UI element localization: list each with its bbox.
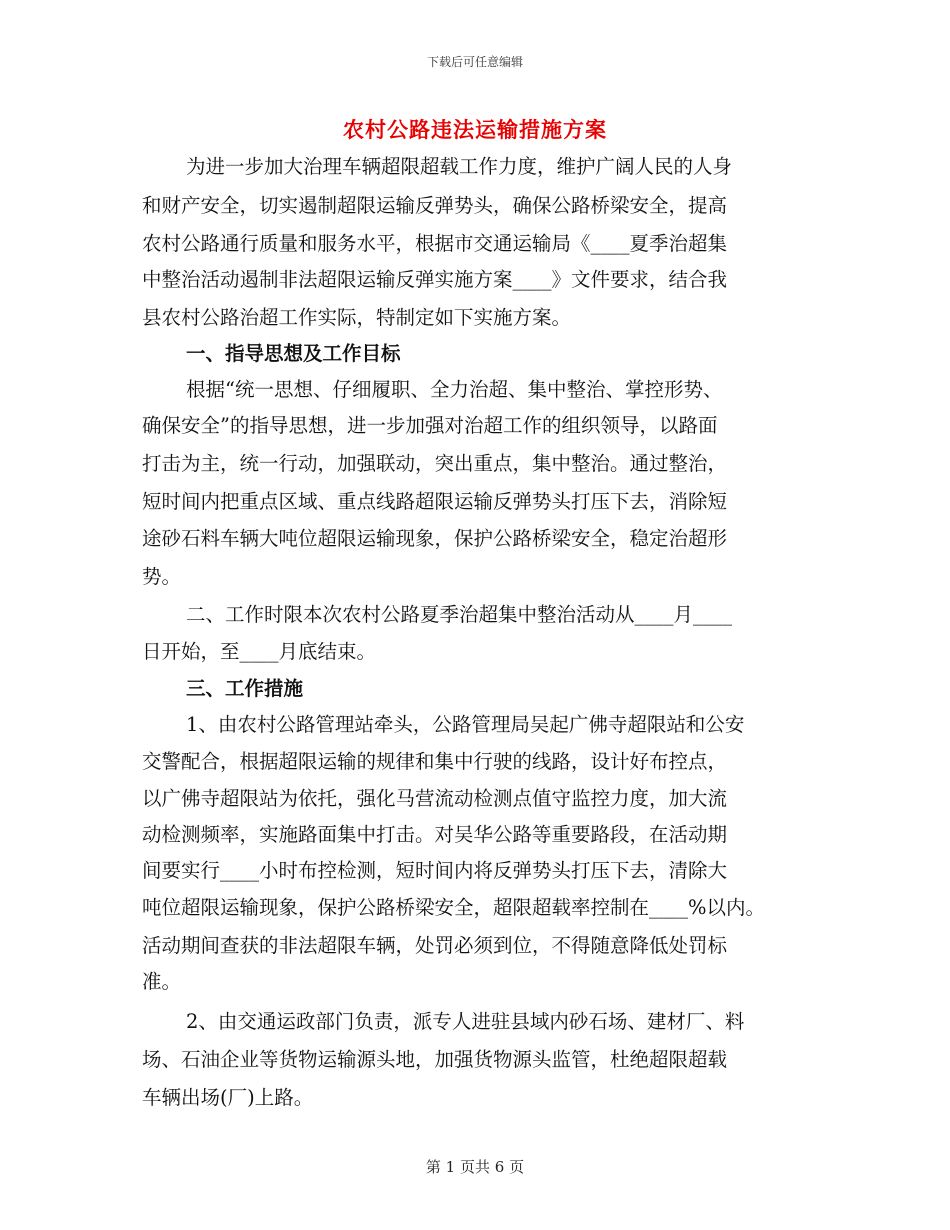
body-line: 1、由农村公路管理站牵头，公路管理局吴起广佛寺超限站和公安 bbox=[186, 713, 745, 736]
body-line: 场、石油企业等货物运输源头地，加强货物源头监管，杜绝超限超载 bbox=[142, 1048, 728, 1071]
section-heading-3: 三、工作措施 bbox=[186, 677, 304, 700]
page-header-note: 下载后可任意编辑 bbox=[426, 55, 523, 69]
body-line: 日开始，至____月底结束。 bbox=[142, 640, 377, 663]
document-title: 农村公路违法运输措施方案 bbox=[343, 117, 607, 142]
body-line: 根据“统一思想、仔细履职、全力治超、集中整治、掌控形势、 bbox=[186, 378, 723, 401]
body-line: 打击为主，统一行动，加强联动，突出重点，集中整治。通过整治， bbox=[142, 452, 728, 475]
body-line: 车辆出场(厂)上路。 bbox=[142, 1086, 314, 1109]
body-line: 势。 bbox=[142, 565, 182, 588]
body-line: 短时间内把重点区域、重点线路超限运输反弹势头打压下去，消除短 bbox=[142, 490, 728, 513]
body-line: 2、由交通运政部门负责，派专人进驻县域内砂石场、建材厂、料 bbox=[186, 1010, 745, 1033]
body-line: 间要实行____小时布控检测，短时间内将反弹势头打压下去，清除大 bbox=[142, 859, 728, 882]
page-footer-number: 第 1 页共 6 页 bbox=[425, 1158, 525, 1176]
body-line: 为进一步加大治理车辆超限超载工作力度，维护广阔人民的人身 bbox=[186, 155, 733, 178]
body-line: 和财产安全，切实遏制超限运输反弹势头，确保公路桥梁安全，提高 bbox=[142, 194, 728, 217]
body-line: 活动期间查获的非法超限车辆，处罚必须到位，不得随意降低处罚标 bbox=[142, 934, 728, 957]
section-heading-1: 一、指导思想及工作目标 bbox=[186, 342, 401, 365]
body-line: 动检测频率，实施路面集中打击。对吴华公路等重要路段，在活动期 bbox=[142, 823, 728, 846]
section-heading-2: 二、工作时限本次农村公路夏季治超集中整治活动从____月____ bbox=[186, 603, 733, 626]
body-line: 交警配合，根据超限运输的规律和集中行驶的线路，设计好布控点， bbox=[142, 750, 728, 773]
body-line: 确保安全”的指导思想，进一步加强对治超工作的组织领导，以路面 bbox=[142, 414, 718, 437]
body-line: 途砂石料车辆大吨位超限运输现象，保护公路桥梁安全，稳定治超形 bbox=[142, 527, 728, 550]
body-line: 中整治活动遏制非法超限运输反弹实施方案____》文件要求，结合我 bbox=[142, 268, 728, 291]
body-line: 吨位超限运输现象，保护公路桥梁安全，超限超载率控制在____%以内。 bbox=[142, 896, 766, 919]
body-line: 县农村公路治超工作实际，特制定如下实施方案。 bbox=[142, 306, 572, 329]
body-line: 准。 bbox=[142, 970, 182, 993]
body-line: 以广佛寺超限站为依托，强化马营流动检测点值守监控力度，加大流 bbox=[142, 787, 728, 810]
body-line: 农村公路通行质量和服务水平，根据市交通运输局《____夏季治超集 bbox=[142, 232, 728, 255]
